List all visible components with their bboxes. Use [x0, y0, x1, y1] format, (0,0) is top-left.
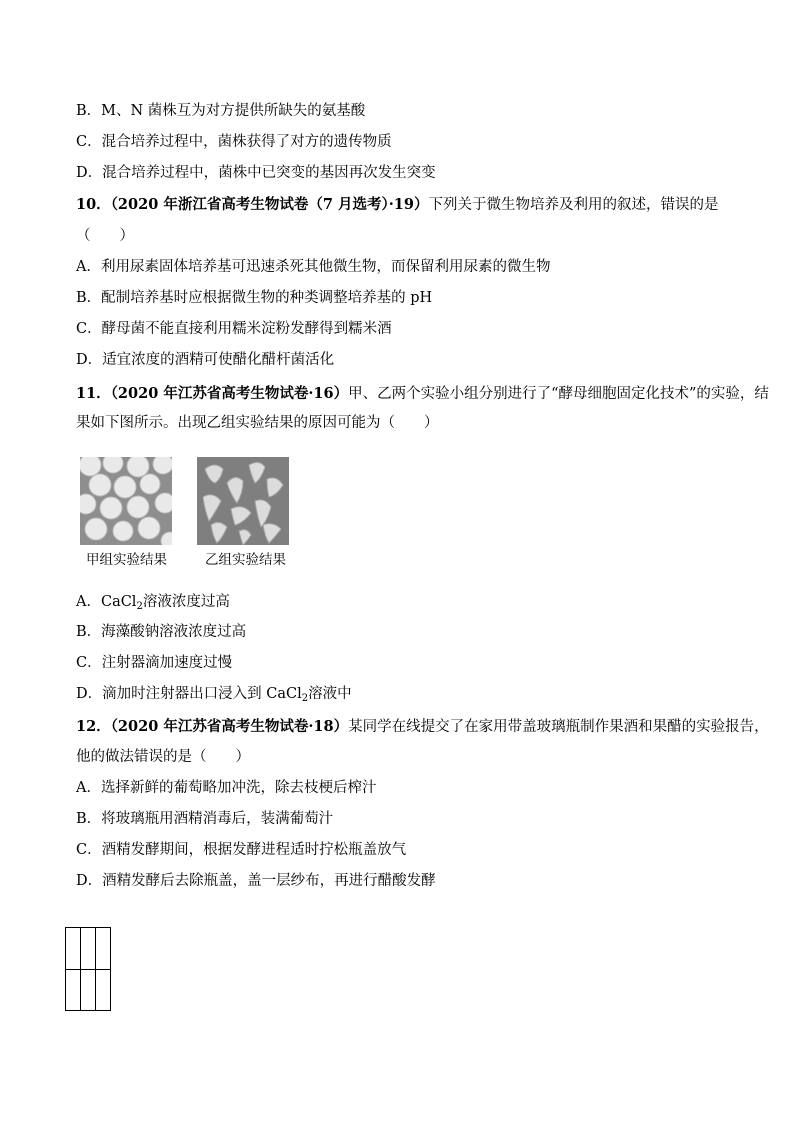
tailed-beads-image	[197, 457, 289, 545]
figure-a-caption: 甲组实验结果	[86, 552, 167, 568]
q11-option-c: C．注射器滴加速度过慢	[76, 655, 233, 671]
q10-option-a: A．利用尿素固体培养基可迅速杀死其他微生物，而保留利用尿素的微生物	[76, 259, 551, 275]
q11-option-d-subscript: 2	[301, 693, 309, 704]
q11-option-d-text-end: 溶液中	[308, 686, 352, 702]
q9-option-c: C．混合培养过程中，菌株获得了对方的遗传物质	[76, 134, 392, 150]
q10-number: 10．	[76, 196, 111, 213]
figure-group-a-result	[80, 457, 172, 545]
q9-option-d: D．混合培养过程中，菌株中已突变的基因再次发生突变	[76, 165, 436, 181]
answer-grid-divider-horizontal	[66, 969, 110, 970]
q11-option-a-text-end: 溶液浓度过高	[142, 594, 230, 610]
round-beads-image	[80, 457, 172, 545]
q12-stem-line-2: 他的做法错误的是（ ）	[76, 749, 250, 765]
q11-option-d-text: D．滴加时注射器出口浸入到 CaCl	[76, 686, 302, 702]
q10-source: （2020 年浙江省高考生物试卷（7 月选考）·19）	[110, 196, 429, 213]
q11-option-b: B．海藻酸钠溶液浓度过高	[76, 624, 247, 640]
q11-option-d	[76, 684, 352, 709]
q11-stem-line-1	[76, 384, 769, 404]
q12-option-b: B．将玻璃瓶用酒精消毒后，装满葡萄汁	[76, 811, 334, 827]
q10-answer-bracket: （ ）	[76, 228, 134, 244]
q11-stem-line-2: 果如下图所示。出现乙组实验结果的原因可能为（ ）	[76, 415, 439, 431]
q11-stem-part-1: 甲、乙两个实验小组分别进行了“酵母细胞固定化技术”的实验，结	[348, 386, 769, 402]
q10-option-c: C．酵母菌不能直接利用糯米淀粉发酵得到糯米酒	[76, 321, 392, 337]
q11-number: 11．	[76, 385, 111, 402]
figure-b-caption: 乙组实验结果	[205, 552, 286, 568]
q9-option-b: B．M、N 菌株互为对方提供所缺失的氨基酸	[76, 103, 366, 119]
q12-source: （2020 年江苏省高考生物试卷·18）	[110, 718, 349, 735]
q12-option-a: A．选择新鲜的葡萄略加冲洗，除去枝梗后榨汁	[76, 780, 377, 796]
q12-option-c: C．酒精发酵期间，根据发酵进程适时拧松瓶盖放气	[76, 842, 407, 858]
figure-group-b-result	[197, 457, 289, 545]
q12-number: 12．	[76, 718, 111, 735]
q12-option-d: D．酒精发酵后去除瓶盖，盖一层纱布，再进行醋酸发酵	[76, 873, 436, 889]
q10-stem: 下列关于微生物培养及利用的叙述，错误的是	[428, 197, 719, 213]
q12-stem-part-1: 某同学在线提交了在家用带盖玻璃瓶制作果酒和果醋的实验报告，	[348, 719, 769, 735]
q10-option-b: B．配制培养基时应根据微生物的种类调整培养基的 pH	[76, 290, 433, 306]
q10-stem-line	[76, 195, 718, 215]
q11-option-a	[76, 592, 230, 617]
q11-option-a-text: A．CaCl	[76, 594, 137, 610]
q12-stem-line-1	[76, 717, 769, 737]
q10-option-d: D．适宜浓度的酒精可使醋化醋杆菌活化	[76, 352, 335, 368]
q11-option-a-subscript: 2	[136, 601, 143, 612]
answer-grid	[65, 927, 111, 1011]
q11-source: （2020 年江苏省高考生物试卷·16）	[110, 385, 349, 402]
